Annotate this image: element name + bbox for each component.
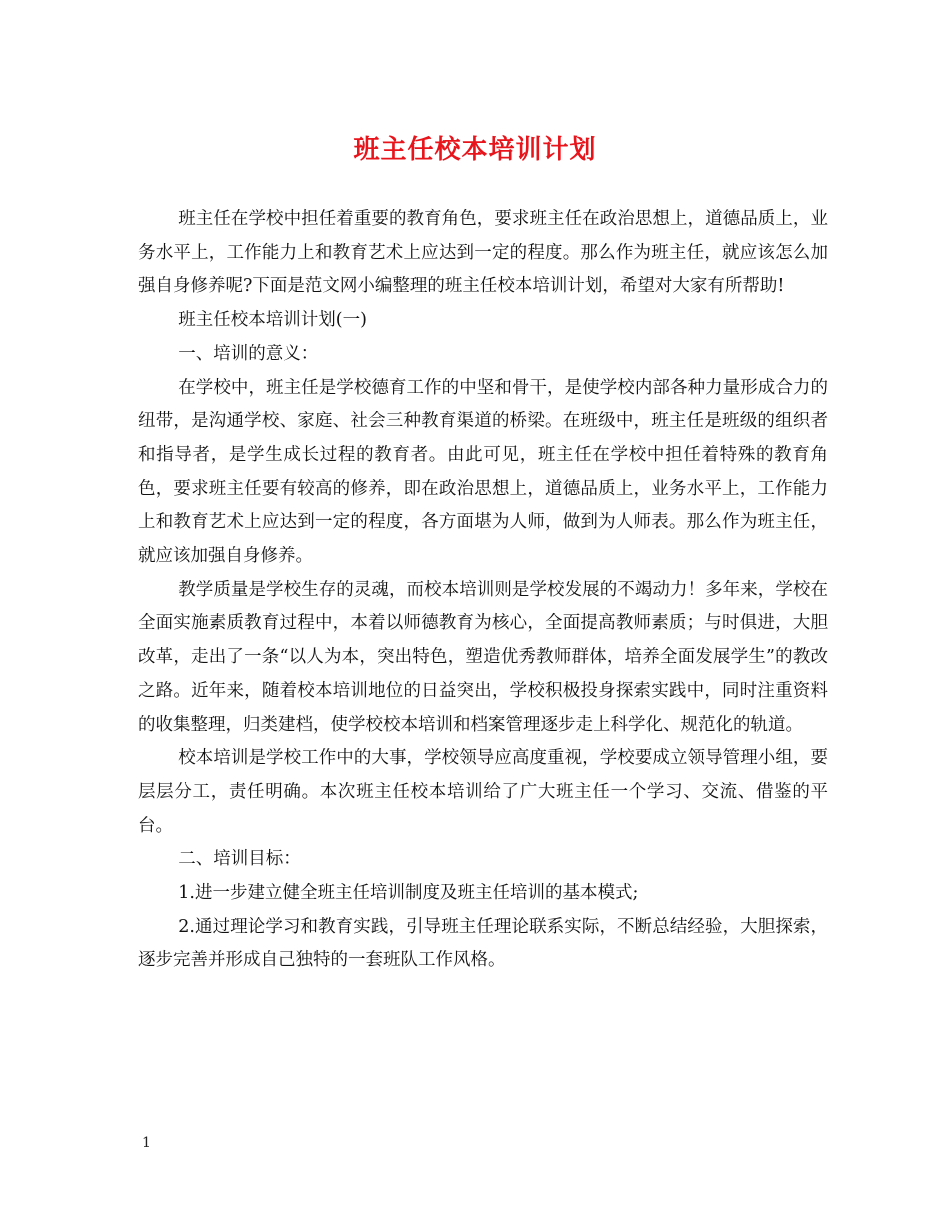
goal-item-1: 1.进一步建立健全班主任培训制度及班主任培训的基本模式; xyxy=(178,883,639,904)
section-heading-significance: 一、培训的意义： xyxy=(178,343,319,364)
page-number: 1 xyxy=(142,1135,151,1151)
document-body xyxy=(138,203,828,978)
section-heading-goals: 二、培训目标： xyxy=(178,849,301,870)
goal-item-2: 2.通过理论学习和教育实践，引导班主任理论联系实际，不断总结经验，大胆探索，逐步完善并形成自己独特的一套班队工作风格。 xyxy=(138,916,828,971)
intro-paragraph: 班主任在学校中担任着重要的教育角色，要求班主任在政治思想上，道德品质上，业务水平上，工作能力上和教育艺术上应达到一定的程度。那么作为班主任，就应该怎么加强自身修养呢?下面是范文网小编整理的班主任校本培训计划，希望对大家有所帮助! xyxy=(138,209,828,297)
paragraph-teaching-quality: 教学质量是学校生存的灵魂，而校本培训则是学校发展的不竭动力！多年来，学校在全面实施素质教育过程中，本着以师德教育为核心，全面提高教师素质；与时俱进，大胆改革，走出了一条“以人为本，突出特色，塑造优秀教师群体，培养全面发展学生”的教改之路。近年来，随着校本培训地位的日益突出，学校积极投身探索实践中，同时注重资料的收集整理，归类建档，使学校校本培训和档案管理逐步走上科学化、规范化的轨道。 xyxy=(138,579,828,735)
plan-subtitle: 班主任校本培训计划(一) xyxy=(178,310,367,331)
paragraph-school-training: 校本培训是学校工作中的大事，学校领导应高度重视，学校要成立领导管理小组，要层层分工，责任明确。本次班主任校本培训给了广大班主任一个学习、交流、借鉴的平台。 xyxy=(138,748,828,836)
document-title: 班主任校本培训计划 xyxy=(353,135,597,165)
paragraph-role-of-head-teacher: 在学校中，班主任是学校德育工作的中坚和骨干，是使学校内部各种力量形成合力的纽带，是沟通学校、家庭、社会三种教育渠道的桥梁。在班级中，班主任是班级的组织者和指导者，是学生成长过程的教育者。由此可见，班主任在学校中担任着特殊的教育角色，要求班主任要有较高的修养，即在政治思想上，道德品质上，业务水平上，工作能力上和教育艺术上应达到一定的程度，各方面堪为人师，做到为人师表。那么作为班主任，就应该加强自身修养。 xyxy=(138,377,828,567)
